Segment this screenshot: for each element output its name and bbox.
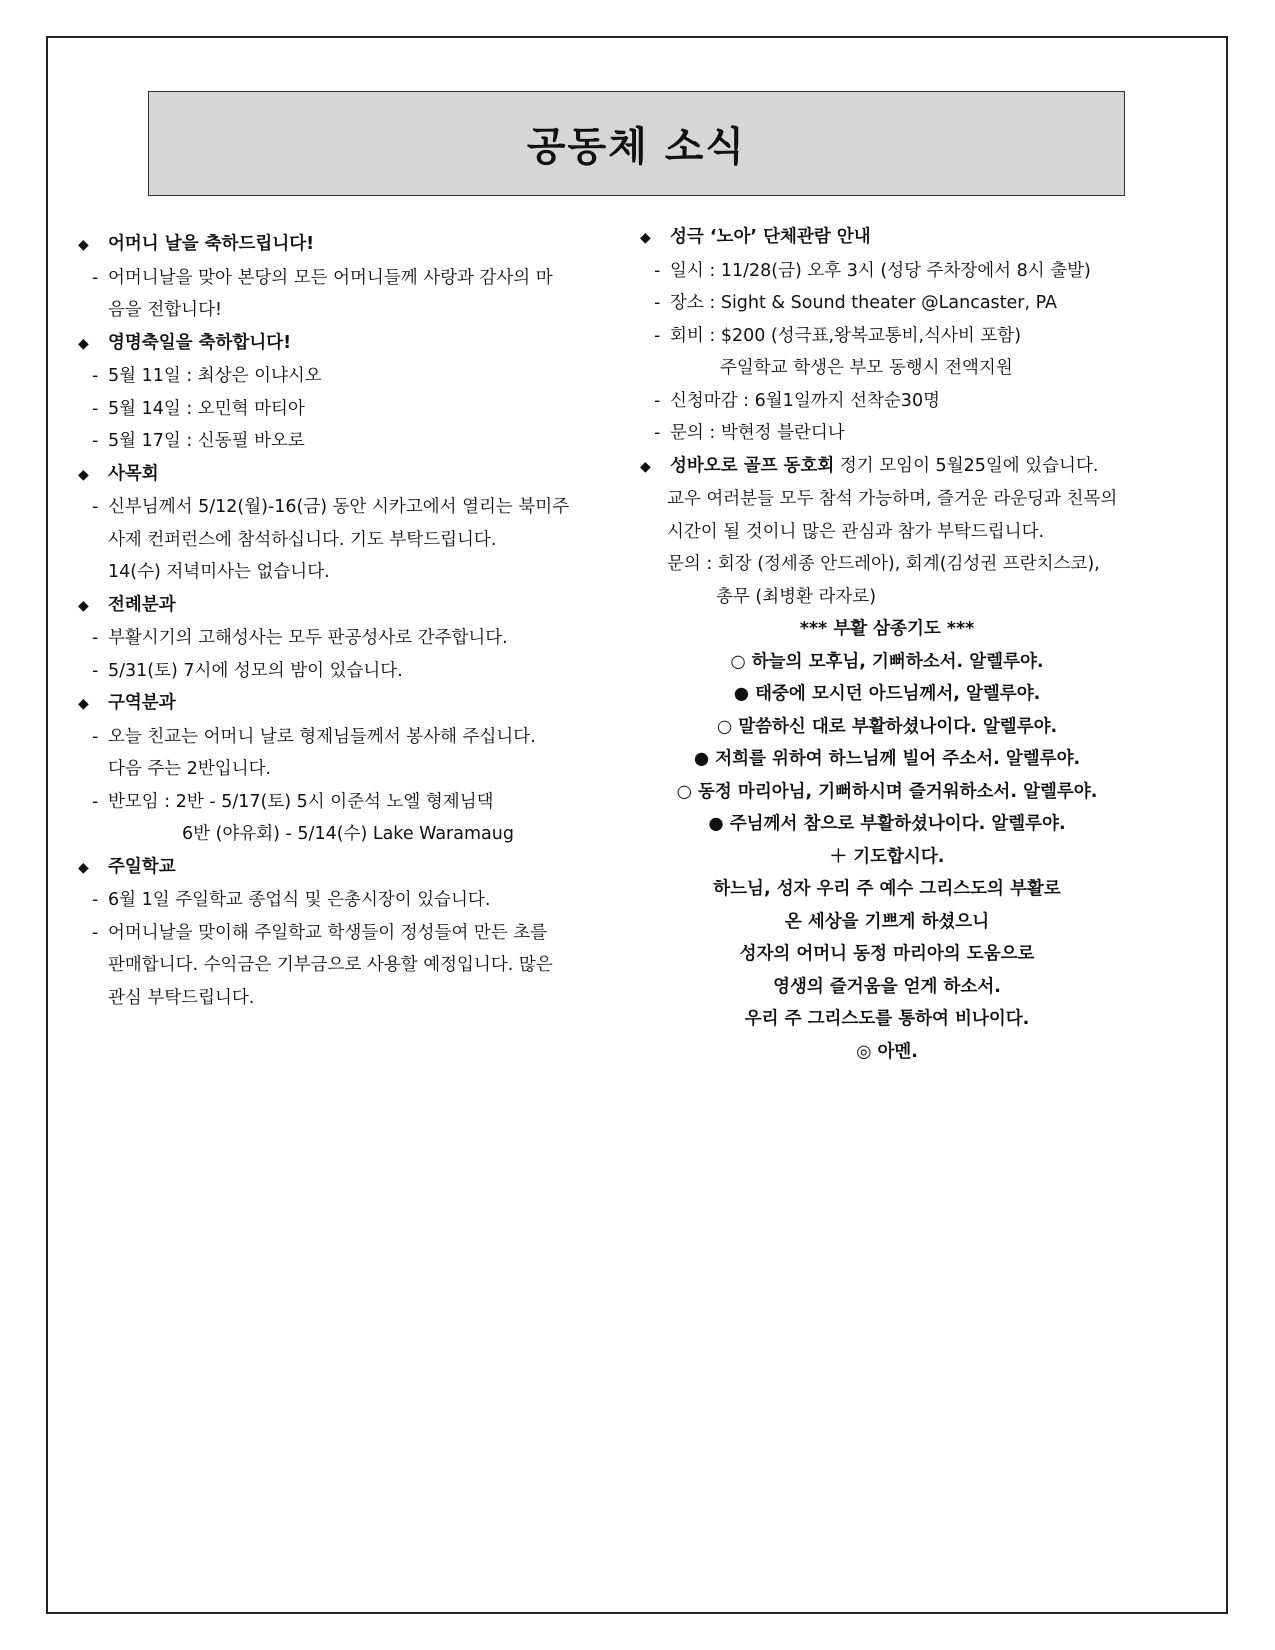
body-line: 교우 여러분들 모두 참석 가능하며, 즐거운 라운딩과 친목의: [667, 489, 1118, 509]
list-item: - 신청마감 : 6월1일까지 선착순30명: [654, 390, 940, 411]
continuation-line: 판매합니다. 수익금은 기부금으로 사용할 예정입니다. 많은: [108, 955, 553, 975]
section-heading: ◆ 구역분과: [78, 687, 618, 721]
body-line: 문의 : 회장 (정세종 안드레아), 회계(김성권 프란치스코),: [667, 554, 1100, 574]
right-column: [640, 221, 1200, 1068]
body-line: 시간이 될 것이니 많은 관심과 참가 부탁드립니다.: [667, 521, 1045, 542]
section-heading: ◆ 사목회: [78, 458, 618, 492]
diamond-bullet-icon: ◆: [78, 597, 89, 614]
list-item: - 어머니날을 맞이해 주일학교 학생들이 정성들여 만든 초를: [92, 922, 548, 943]
list-item: - 어머니날을 맞아 본당의 모든 어머니들께 사랑과 감사의 마: [92, 267, 553, 288]
list-item: - 회비 : $200 (성극표,왕복교통비,식사비 포함): [654, 325, 1022, 346]
prayer-block: [622, 613, 1152, 1068]
prayer-line: ○ 동정 마리아님, 기뻐하시며 즐거워하소서. 알렐루야.: [676, 781, 1098, 802]
page-title: 공동체 소식: [526, 124, 747, 170]
prayer-line: 하느님, 성자 우리 주 예수 그리스도의 부활로: [713, 879, 1061, 899]
prayer-line: ○ 하늘의 모후님, 기뻐하소서. 알렐루야.: [730, 651, 1044, 672]
list-item: - 부활시기의 고해성사는 모두 판공성사로 간주합니다.: [92, 628, 508, 648]
diamond-bullet-icon: ◆: [78, 859, 89, 876]
prayer-line: 온 세상을 기쁘게 하셨으니: [784, 911, 990, 932]
list-item: - 5월 11일 : 최상은 이냐시오: [92, 366, 322, 386]
section-heading: ◆ 어머니 날을 축하드립니다!: [78, 228, 618, 262]
section-heading: ◆ 전례분과: [78, 589, 618, 623]
continuation-line: 관심 부탁드립니다.: [108, 987, 255, 1008]
prayer-line: 성자의 어머니 동정 마리아의 도움으로: [739, 944, 1035, 964]
diamond-bullet-icon: ◆: [78, 237, 89, 253]
prayer-line: ● 태중에 모시던 아드님께서, 알렐루야.: [733, 684, 1041, 704]
continuation-line: 주일학교 학생은 부모 동행시 전액지원: [720, 358, 1013, 378]
list-item: - 문의 : 박현정 블란디나: [654, 423, 845, 443]
left-column: [78, 228, 618, 1014]
prayer-line: ○ 말씀하신 대로 부활하셨나이다. 알렐루야.: [716, 716, 1058, 737]
section-heading: ◆ 성극 ‘노아’ 단체관람 안내: [640, 221, 1200, 255]
prayer-line: 영생의 즐거움을 얻게 하소서.: [773, 976, 1001, 997]
body-line: 총무 (최병환 라자로): [716, 586, 877, 607]
diamond-bullet-icon: ◆: [78, 466, 89, 483]
section-heading: ◆ 주일학교: [78, 851, 618, 885]
prayer-line: ＋ 기도합시다.: [829, 846, 945, 867]
diamond-bullet-icon: ◆: [640, 230, 651, 246]
prayer-line: ● 주님께서 참으로 부활하셨나이다. 알렐루야.: [708, 814, 1066, 834]
list-item: - 신부님께서 5/12(월)-16(금) 동안 시카고에서 열리는 북미주: [92, 497, 570, 517]
list-item: - 5월 14일 : 오민혁 마티아: [92, 398, 305, 419]
prayer-line: ◎ 아멘.: [856, 1041, 918, 1062]
title-box: [148, 91, 1125, 196]
list-item: - 반모임 : 2반 - 5/17(토) 5시 이준석 노엘 형제님댁: [92, 791, 494, 812]
continuation-line: 14(수) 저녁미사는 없습니다.: [108, 562, 330, 582]
list-item: - 5/31(토) 7시에 성모의 밤이 있습니다.: [92, 660, 403, 681]
continuation-line: 음을 전합니다!: [108, 300, 223, 320]
continuation-line: 6반 (야유회) - 5/14(수) Lake Waramaug: [182, 824, 514, 844]
diamond-bullet-icon: ◆: [78, 335, 89, 352]
section-heading: ◆ 성바오로 골프 동호회 정기 모임이 5월25일에 있습니다.: [640, 450, 1200, 484]
prayer-line: 우리 주 그리스도를 통하여 비나이다.: [744, 1009, 1030, 1029]
list-item: - 일시 : 11/28(금) 오후 3시 (성당 주차장에서 8시 출발): [654, 260, 1091, 281]
list-item: - 장소 : Sight & Sound theater @Lancaster, PA: [654, 293, 1058, 313]
continuation-line: 사제 컨퍼런스에 참석하십니다. 기도 부탁드립니다.: [108, 529, 497, 550]
section-heading: ◆ 영명축일을 축하합니다!: [78, 327, 618, 361]
prayer-title: *** 부활 삼종기도 ***: [799, 619, 975, 639]
diamond-bullet-icon: ◆: [640, 458, 651, 475]
list-item: - 5월 17일 : 신동필 바오로: [92, 431, 305, 451]
list-item: - 오늘 친교는 어머니 날로 형제님들께서 봉사해 주십니다.: [92, 726, 536, 747]
continuation-line: 다음 주는 2반입니다.: [108, 759, 272, 779]
diamond-bullet-icon: ◆: [78, 696, 89, 712]
list-item: - 6월 1일 주일학교 종업식 및 은총시장이 있습니다.: [92, 890, 491, 910]
prayer-line: ● 저희를 위하여 하느님께 빌어 주소서. 알렐루야.: [693, 749, 1081, 769]
